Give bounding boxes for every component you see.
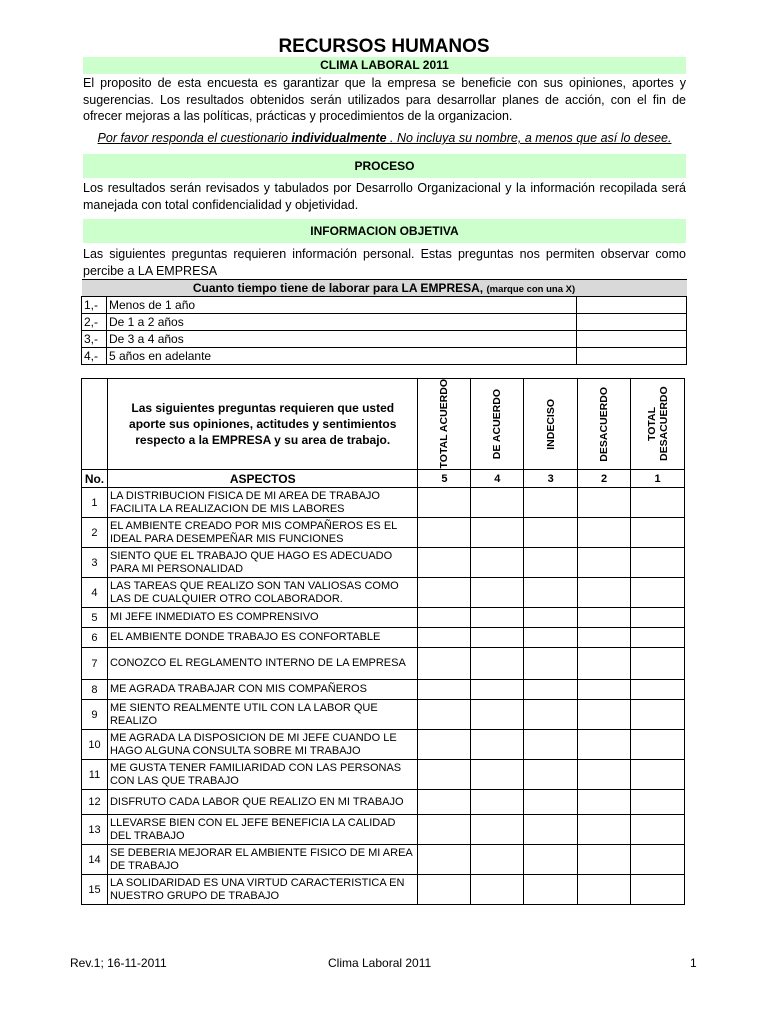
tenure-option-number: 1,-	[82, 297, 107, 314]
answer-cell[interactable]	[418, 488, 471, 518]
answer-cell[interactable]	[471, 648, 524, 680]
row-number: 3	[82, 548, 108, 578]
survey-row	[82, 730, 685, 760]
answer-cell[interactable]	[418, 548, 471, 578]
answer-cell[interactable]	[631, 578, 685, 608]
answer-cell[interactable]	[418, 845, 471, 875]
footer-page-number: 1	[690, 956, 697, 970]
answer-cell[interactable]	[578, 608, 631, 628]
aspect-text: EL AMBIENTE CREADO POR MIS COMPAÑEROS ES EL IDEAL PARA DESEMPEÑAR MIS FUNCIONES	[107, 518, 417, 548]
answer-cell[interactable]	[418, 518, 471, 548]
survey-row	[82, 815, 685, 845]
answer-cell[interactable]	[631, 518, 685, 548]
tenure-mark-cell[interactable]	[577, 314, 687, 331]
tenure-table	[81, 279, 687, 365]
survey-intro: Las siguientes preguntas requieren que usted aporte sus opiniones, actitudes y sentimientos respecto a la EMPRESA y su area de trabajo.	[107, 379, 417, 470]
answer-cell[interactable]	[578, 648, 631, 680]
answer-cell[interactable]	[471, 518, 524, 548]
answer-cell[interactable]	[631, 680, 685, 700]
aspects-header: ASPECTOS	[107, 470, 417, 488]
tenure-mark-cell[interactable]	[577, 331, 687, 348]
proceso-paragraph: Los resultados serán revisados y tabulados por Desarrollo Organizacional y la información recopilada será manejada con total confidencialidad y objetividad.	[83, 181, 686, 212]
survey-row	[82, 608, 685, 628]
survey-table	[81, 378, 685, 905]
row-number: 14	[82, 845, 108, 875]
answer-cell[interactable]	[418, 628, 471, 648]
survey-row	[82, 790, 685, 815]
answer-cell[interactable]	[471, 628, 524, 648]
answer-cell[interactable]	[578, 875, 631, 905]
answer-cell[interactable]	[631, 700, 685, 730]
aspect-text: ME GUSTA TENER FAMILIARIDAD CON LAS PERSONAS CON LAS QUE TRABAJO	[107, 760, 417, 790]
tenure-option-row	[82, 331, 687, 348]
answer-cell[interactable]	[471, 875, 524, 905]
tenure-option-number: 3,-	[82, 331, 107, 348]
answer-cell[interactable]	[578, 845, 631, 875]
row-number: 9	[82, 700, 108, 730]
row-number: 12	[82, 790, 108, 815]
survey-row	[82, 628, 685, 648]
answer-cell[interactable]	[524, 700, 578, 730]
answer-cell[interactable]	[578, 680, 631, 700]
aspect-text: LLEVARSE BIEN CON EL JEFE BENEFICIA LA CALIDAD DEL TRABAJO	[107, 815, 417, 845]
tenure-option-label: De 3 a 4 años	[107, 331, 577, 348]
survey-row	[82, 845, 685, 875]
score-5: 5	[418, 470, 471, 488]
answer-cell[interactable]	[578, 815, 631, 845]
answer-cell[interactable]	[524, 628, 578, 648]
answer-cell[interactable]	[418, 680, 471, 700]
answer-cell[interactable]	[524, 875, 578, 905]
answer-cell[interactable]	[631, 815, 685, 845]
answer-cell[interactable]	[578, 548, 631, 578]
aspect-text: MI JEFE INMEDIATO ES COMPRENSIVO	[107, 608, 417, 628]
score-4: 4	[471, 470, 524, 488]
proceso-heading: PROCESO	[83, 154, 686, 178]
subtitle-bar: CLIMA LABORAL 2011	[83, 57, 686, 74]
tenure-option-row	[82, 314, 687, 331]
survey-row	[82, 548, 685, 578]
aspect-text: DISFRUTO CADA LABOR QUE REALIZO EN MI TRABAJO	[107, 790, 417, 815]
answer-cell[interactable]	[578, 730, 631, 760]
answer-cell[interactable]	[631, 760, 685, 790]
answer-cell[interactable]	[471, 790, 524, 815]
aspect-text: LA SOLIDARIDAD ES UNA VIRTUD CARACTERISTICA EN NUESTRO GRUPO DE TRABAJO	[107, 875, 417, 905]
instruction-after: . No incluya su nombre, a menos que así lo desee.	[386, 131, 672, 145]
survey-row	[82, 760, 685, 790]
answer-cell[interactable]	[418, 875, 471, 905]
answer-cell[interactable]	[524, 815, 578, 845]
answer-cell[interactable]	[471, 760, 524, 790]
row-number: 5	[82, 608, 108, 628]
instruction-emphasis: individualmente	[291, 131, 387, 145]
survey-row	[82, 518, 685, 548]
instruction-line	[83, 131, 686, 145]
answer-cell[interactable]	[524, 790, 578, 815]
answer-cell[interactable]	[578, 578, 631, 608]
survey-row	[82, 578, 685, 608]
survey-row	[82, 488, 685, 518]
row-number: 15	[82, 875, 108, 905]
answer-cell[interactable]	[631, 845, 685, 875]
column-total-acuerdo: TOTAL ACUERDO	[418, 379, 471, 470]
row-number: 13	[82, 815, 108, 845]
answer-cell[interactable]	[418, 578, 471, 608]
aspect-text: ME AGRADA LA DISPOSICION DE MI JEFE CUANDO LE HAGO ALGUNA CONSULTA SOBRE MI TRABAJO	[107, 730, 417, 760]
tenure-hint: (marque con una X)	[486, 284, 576, 295]
answer-cell[interactable]	[631, 548, 685, 578]
answer-cell[interactable]	[418, 760, 471, 790]
column-indeciso: INDECISO	[524, 379, 578, 470]
aspect-text: ME AGRADA TRABAJAR CON MIS COMPAÑEROS	[107, 680, 417, 700]
aspect-text: LA DISTRIBUCION FISICA DE MI AREA DE TRABAJO FACILITA LA REALIZACION DE MIS LABORES	[107, 488, 417, 518]
answer-cell[interactable]	[631, 608, 685, 628]
intro-paragraph: El proposito de esta encuesta es garantizar que la empresa se beneficie con sus opiniones, aportes y sugerencias. Los resultados obtenidos serán utilizados para desarrollar planes de acción, con el fin de ofrecer mejoras a las políticas, prácticas y procedimientos de la organizacion.	[83, 76, 686, 123]
tenure-option-number: 2,-	[82, 314, 107, 331]
answer-cell[interactable]	[631, 790, 685, 815]
info-heading: INFORMACION OBJETIVA	[83, 219, 686, 243]
score-1: 1	[631, 470, 685, 488]
aspect-text: CONOZCO EL REGLAMENTO INTERNO DE LA EMPRESA	[107, 648, 417, 680]
answer-cell[interactable]	[631, 488, 685, 518]
survey-row	[82, 700, 685, 730]
answer-cell[interactable]	[631, 628, 685, 648]
row-number: 6	[82, 628, 108, 648]
answer-cell[interactable]	[524, 488, 578, 518]
answer-cell[interactable]	[524, 608, 578, 628]
row-number: 7	[82, 648, 108, 680]
answer-cell[interactable]	[524, 648, 578, 680]
answer-cell[interactable]	[524, 578, 578, 608]
tenure-option-row	[82, 297, 687, 314]
answer-cell[interactable]	[418, 608, 471, 628]
row-number: 1	[82, 488, 108, 518]
answer-cell[interactable]	[524, 730, 578, 760]
answer-cell[interactable]	[578, 518, 631, 548]
tenure-mark-cell[interactable]	[577, 348, 687, 365]
survey-corner	[82, 379, 108, 470]
row-number: 8	[82, 680, 108, 700]
answer-cell[interactable]	[471, 488, 524, 518]
aspect-text: EL AMBIENTE DONDE TRABAJO ES CONFORTABLE	[107, 628, 417, 648]
answer-cell[interactable]	[418, 815, 471, 845]
aspect-text: ME SIENTO REALMENTE UTIL CON LA LABOR QUE REALIZO	[107, 700, 417, 730]
info-paragraph: Las siguientes preguntas requieren información personal. Estas preguntas nos permiten observar como percibe a LA EMPRESA	[83, 247, 686, 278]
document-title: RECURSOS HUMANOS	[278, 36, 490, 57]
tenure-option-label: De 1 a 2 años	[107, 314, 577, 331]
answer-cell[interactable]	[418, 790, 471, 815]
answer-cell[interactable]	[524, 548, 578, 578]
answer-cell[interactable]	[524, 518, 578, 548]
column-total-desacuerdo: TOTAL DESACUERDO	[631, 379, 685, 470]
survey-row	[82, 680, 685, 700]
answer-cell[interactable]	[578, 760, 631, 790]
column-de-acuerdo: DE ACUERDO	[471, 379, 524, 470]
answer-cell[interactable]	[471, 680, 524, 700]
aspect-text: SIENTO QUE EL TRABAJO QUE HAGO ES ADECUADO PARA MI PERSONALIDAD	[107, 548, 417, 578]
row-number: 10	[82, 730, 108, 760]
footer-center: Clima Laboral 2011	[328, 956, 432, 970]
answer-cell[interactable]	[578, 628, 631, 648]
answer-cell[interactable]	[471, 730, 524, 760]
tenure-option-number: 4,-	[82, 348, 107, 365]
answer-cell[interactable]	[631, 730, 685, 760]
score-2: 2	[578, 470, 631, 488]
tenure-option-row	[82, 348, 687, 365]
no-header: No.	[82, 470, 108, 488]
aspect-text: LAS TAREAS QUE REALIZO SON TAN VALIOSAS COMO LAS DE CUALQUIER OTRO COLABORADOR.	[107, 578, 417, 608]
footer-revision: Rev.1; 16-11-2011	[70, 956, 167, 970]
tenure-mark-cell[interactable]	[577, 297, 687, 314]
tenure-question: Cuanto tiempo tiene de laborar para LA EMPRESA, (marque con una X)	[82, 280, 687, 297]
answer-cell[interactable]	[418, 700, 471, 730]
answer-cell[interactable]	[578, 700, 631, 730]
survey-row	[82, 648, 685, 680]
answer-cell[interactable]	[524, 760, 578, 790]
tenure-option-label: Menos de 1 año	[107, 297, 577, 314]
answer-cell[interactable]	[418, 648, 471, 680]
answer-cell[interactable]	[418, 730, 471, 760]
answer-cell[interactable]	[578, 488, 631, 518]
instruction-before: Por favor responda el cuestionario	[97, 131, 292, 145]
answer-cell[interactable]	[471, 608, 524, 628]
tenure-option-label: 5 años en adelante	[107, 348, 577, 365]
answer-cell[interactable]	[471, 548, 524, 578]
answer-cell[interactable]	[524, 680, 578, 700]
survey-row	[82, 875, 685, 905]
answer-cell[interactable]	[578, 790, 631, 815]
row-number: 2	[82, 518, 108, 548]
row-number: 4	[82, 578, 108, 608]
answer-cell[interactable]	[631, 875, 685, 905]
aspect-text: SE DEBERIA MEJORAR EL AMBIENTE FISICO DE MI AREA DE TRABAJO	[107, 845, 417, 875]
row-number: 11	[82, 760, 108, 790]
answer-cell[interactable]	[471, 578, 524, 608]
answer-cell[interactable]	[471, 700, 524, 730]
answer-cell[interactable]	[631, 648, 685, 680]
score-3: 3	[524, 470, 578, 488]
answer-cell[interactable]	[471, 845, 524, 875]
answer-cell[interactable]	[471, 815, 524, 845]
column-desacuerdo: DESACUERDO	[578, 379, 631, 470]
answer-cell[interactable]	[524, 845, 578, 875]
